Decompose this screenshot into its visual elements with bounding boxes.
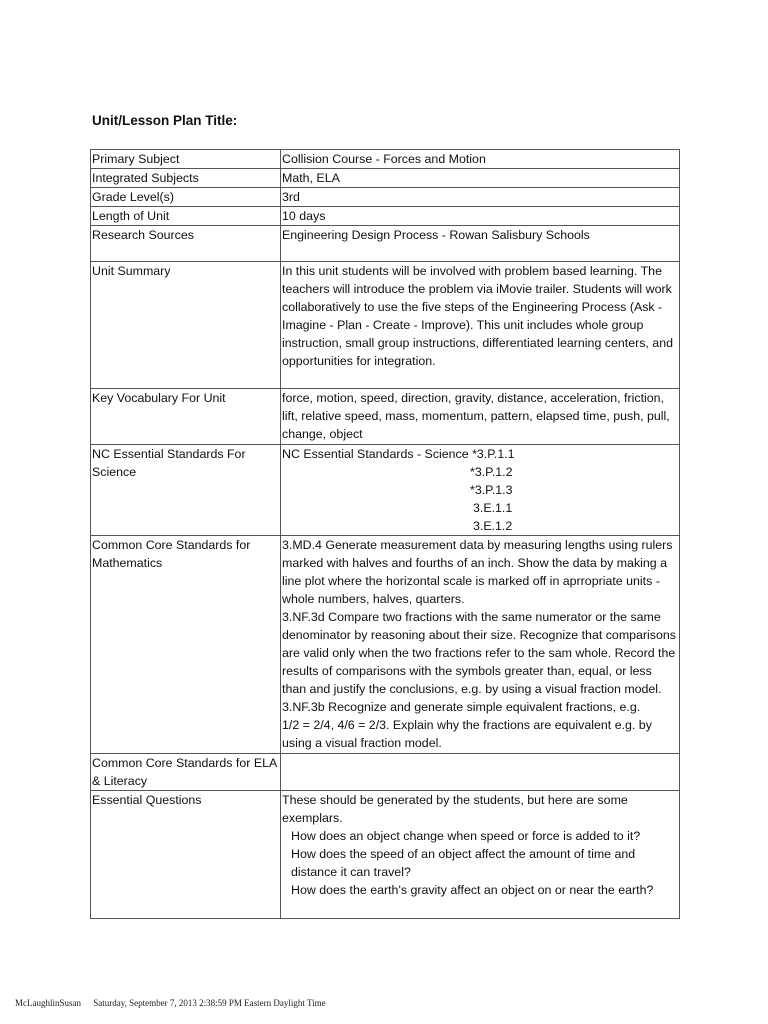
row-label: Common Core Standards for Mathematics <box>91 536 281 754</box>
row-label: NC Essential Standards For Science <box>91 445 281 536</box>
row-value <box>281 791 680 919</box>
table-row <box>91 754 680 791</box>
row-value <box>281 445 680 536</box>
essential-question: How does an object change when speed or force is added to it? <box>291 829 641 843</box>
footer-timestamp: Saturday, September 7, 2013 2:38:59 PM Eastern Daylight Time <box>93 998 326 1008</box>
science-standard-line: *3.P.1.3 <box>470 483 513 497</box>
row-label: Key Vocabulary For Unit <box>91 389 281 445</box>
table-row <box>91 445 680 536</box>
table-row <box>91 389 680 445</box>
table-row <box>91 226 680 262</box>
table-row <box>91 791 680 919</box>
row-value <box>281 536 680 754</box>
row-label: Primary Subject <box>91 150 281 169</box>
math-standard-paragraph: 3.NF.3d Compare two fractions with the same numerator or the same denominator by reasoning about their size. Recognize that comparisons are valid only when the two fractions refer to the sam whole. Record the results of comparisons with the symbols greater than, equal, or less than and justify the conclusions, e.g. by using a visual fraction model. <box>282 610 676 696</box>
row-value: 3rd <box>281 188 680 207</box>
row-label: Grade Level(s) <box>91 188 281 207</box>
row-value: 10 days <box>281 207 680 226</box>
science-standard-line: NC Essential Standards - Science *3.P.1.1 <box>282 447 515 461</box>
row-label: Common Core Standards for ELA & Literacy <box>91 754 281 791</box>
row-label: Research Sources <box>91 226 281 262</box>
row-value: Engineering Design Process - Rowan Salisbury Schools <box>281 226 680 262</box>
row-label: Integrated Subjects <box>91 169 281 188</box>
essential-question: How does the speed of an object affect the amount of time and distance it can travel? <box>291 847 636 879</box>
essential-question: How does the earth's gravity affect an object on or near the earth? <box>291 883 654 897</box>
row-value: In this unit students will be involved with problem based learning. The teachers will introduce the problem via iMovie trailer. Students will work collaboratively to use the five steps of the Engineering Process (Ask - Imagine - Plan - Create - Improve). This unit includes whole group instruction, small group instructions, differentiated learning centers, and opportunities for integration. <box>281 262 680 389</box>
math-standard-paragraph: 1/2 = 2/4, 4/6 = 2/3. Explain why the fractions are equivalent e.g. by using a visual fraction model. <box>282 718 652 750</box>
table-row <box>91 207 680 226</box>
row-value: Collision Course - Forces and Motion <box>281 150 680 169</box>
math-standard-paragraph: 3.NF.3b Recognize and generate simple equivalent fractions, e.g. <box>282 700 641 714</box>
row-label: Length of Unit <box>91 207 281 226</box>
science-standard-line: *3.P.1.2 <box>470 465 513 479</box>
table-row <box>91 169 680 188</box>
page-title: Unit/Lesson Plan Title: <box>92 113 238 128</box>
table-row <box>91 150 680 169</box>
row-label: Essential Questions <box>91 791 281 919</box>
science-standard-line: 3.E.1.1 <box>473 501 513 515</box>
table-row <box>91 262 680 389</box>
questions-intro: These should be generated by the students, but here are some exemplars. <box>282 793 628 825</box>
table-row <box>91 536 680 754</box>
row-value: force, motion, speed, direction, gravity, distance, acceleration, friction, lift, relative speed, mass, momentum, pattern, elapsed time, push, pull, change, object <box>281 389 680 445</box>
science-standard-line: 3.E.1.2 <box>473 519 513 533</box>
row-value <box>281 754 680 791</box>
math-standard-paragraph: 3.MD.4 Generate measurement data by measuring lengths using rulers marked with halves and fourths of an inch. Show the data by making a line plot where the horizontal scale is marked off in aprropriate units - whole numbers, halves, quarters. <box>282 538 673 606</box>
footer-author: McLaughlinSusan <box>15 998 81 1008</box>
row-label: Unit Summary <box>91 262 281 389</box>
page-footer <box>15 998 336 1008</box>
lesson-plan-table <box>90 149 680 919</box>
table-row <box>91 188 680 207</box>
row-value: Math, ELA <box>281 169 680 188</box>
